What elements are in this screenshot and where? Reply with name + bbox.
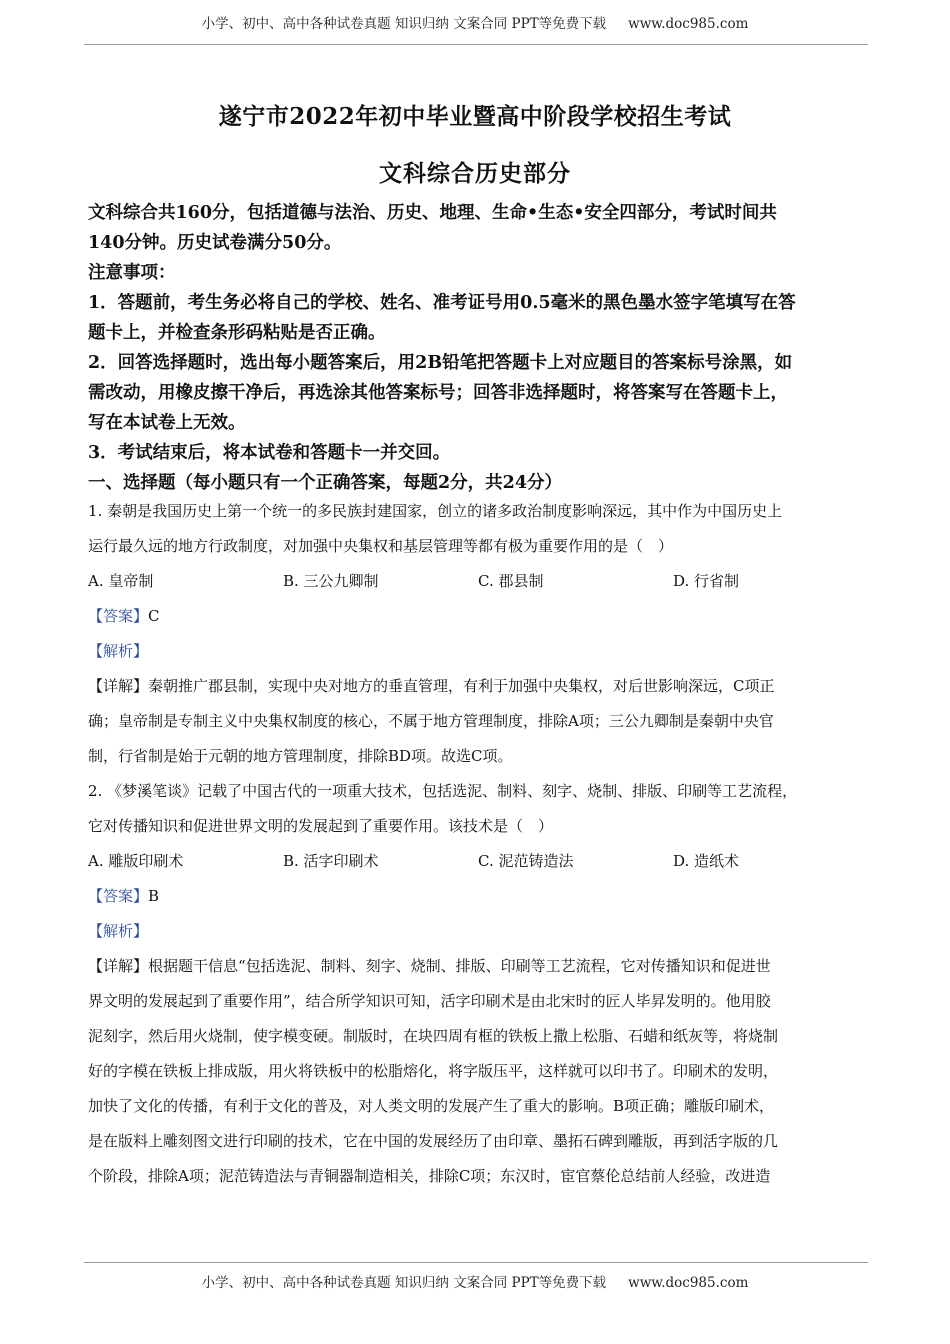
answer-tag: 【答案】 [88,887,149,905]
detail-line: 是在版料上雕刻图文进行印刷的技术，它在中国的发展经历了由印章、墨拓石碑到雕版，再到活字版的几 [88,1132,779,1150]
detail-line: 确；皇帝制是专制主义中央集权制度的核心，不属于地方管理制度，排除A项；三公九卿制是秦朝中央官 [88,712,774,730]
detail-line: 界文明的发展起到了重要作用”，结合所学知识可知，活字印刷术是由北宋时的匠人毕昇发明的。他用胶 [88,992,771,1010]
footer-text: 小学、初中、高中各种试卷真题 知识归纳 文案合同 PPT等免费下载 [201,1275,607,1291]
detail-text: 根据题干信息“包括选泥、制料、刻字、烧制、排版、印刷等工艺流程，它对传播知识和促进世 [148,957,771,975]
option-c: C. 郡县制 [478,572,544,590]
detail-tag: 【详解】 [88,677,149,695]
question-stem: 1. 秦朝是我国历史上第一个统一的多民族封建国家，创立的诸多政治制度影响深远，其中作为中国历史上 [88,502,783,520]
analysis-line [88,634,868,669]
notice-line: 写在本试卷上无效。 [88,413,246,433]
question-2 [88,774,868,1194]
footer-rule [84,1262,868,1263]
option-c: C. 泥范铸造法 [478,852,574,870]
detail-line [88,669,868,704]
analysis-tag: 【解析】 [88,922,149,940]
exam-title: 遂宁市2022年初中毕业暨高中阶段学校招生考试 [218,103,732,130]
header-url[interactable]: www.doc985.com [628,16,749,32]
notice-line: 1．答题前，考生务必将自己的学校、姓名、准考证号用0.5毫米的黑色墨水签字笔填写在答 [88,293,796,313]
option-a: A. 皇帝制 [88,572,154,590]
answer-value: C [148,607,160,625]
analysis-line [88,914,868,949]
notice-line: 需改动，用橡皮擦干净后，再选涂其他答案标号；回答非选择题时，将答案写在答题卡上， [88,383,788,403]
option-d: D. 行省制 [673,572,740,590]
notice-title: 注意事项： [88,263,176,283]
detail-line: 泥刻字，然后用火烧制，使字模变硬。制版时，在块四周有框的铁板上撒上松脂、石蜡和纸灰等，将烧制 [88,1027,779,1045]
detail-line [88,949,868,984]
question-1 [88,494,868,774]
answer-line [88,879,868,914]
answer-line [88,599,868,634]
header-text: 小学、初中、高中各种试卷真题 知识归纳 文案合同 PPT等免费下载 [201,16,607,32]
detail-tag: 【详解】 [88,957,149,975]
exam-body [88,198,868,1194]
intro-line: 140分钟。历史试卷满分50分。 [88,233,342,253]
notice-line: 题卡上，并检查条形码粘贴是否正确。 [88,323,386,343]
analysis-tag: 【解析】 [88,642,149,660]
notice-line: 2．回答选择题时，选出每小题答案后，用2B铅笔把答题卡上对应题目的答案标号涂黑，如 [88,353,793,373]
answer-tag: 【答案】 [88,607,149,625]
header-rule [84,44,868,45]
detail-text: 秦朝推广郡县制，实现中央对地方的垂直管理，有利于加强中央集权，对后世影响深远，C项正 [148,677,775,695]
option-list [88,844,868,879]
page-header [0,12,950,32]
option-a: A. 雕版印刷术 [88,852,184,870]
notice-line: 3．考试结束后，将本试卷和答题卡一并交回。 [88,443,451,463]
exam-subtitle: 文科综合历史部分 [379,160,571,187]
question-stem: 运行最久远的地方行政制度，对加强中央集权和基层管理等都有极为重要作用的是（ ） [88,537,674,555]
option-b: B. 活字印刷术 [283,852,379,870]
option-d: D. 造纸术 [673,852,740,870]
page-footer [0,1271,950,1291]
detail-line: 好的字模在铁板上排成版，用火将铁板中的松脂熔化，将字版压平，这样就可以印书了。印刷术的发明， [88,1062,779,1080]
detail-line: 个阶段，排除A项；泥范铸造法与青铜器制造相关，排除C项；东汉时，宦官蔡伦总结前人经验，改进造 [88,1167,771,1185]
detail-line: 加快了文化的传播，有利于文化的普及，对人类文明的发展产生了重大的影响。B项正确；雕版印刷术， [88,1097,775,1115]
option-b: B. 三公九卿制 [283,572,379,590]
detail-line: 制，行省制是始于元朝的地方管理制度，排除BD项。故选C项。 [88,747,513,765]
intro-line: 文科综合共160分，包括道德与法治、历史、地理、生命•生态•安全四部分，考试时间共 [88,203,777,223]
option-list [88,564,868,599]
question-stem: 它对传播知识和促进世界文明的发展起到了重要作用。该技术是（ ） [88,817,554,835]
question-stem: 2. 《梦溪笔谈》记载了中国古代的一项重大技术，包括选泥、制料、刻字、烧制、排版、印刷等工艺流程， [88,782,798,800]
section-title: 一、选择题（每小题只有一个正确答案，每题2分，共24分） [88,473,563,493]
answer-value: B [148,887,160,905]
footer-url[interactable]: www.doc985.com [628,1275,749,1291]
